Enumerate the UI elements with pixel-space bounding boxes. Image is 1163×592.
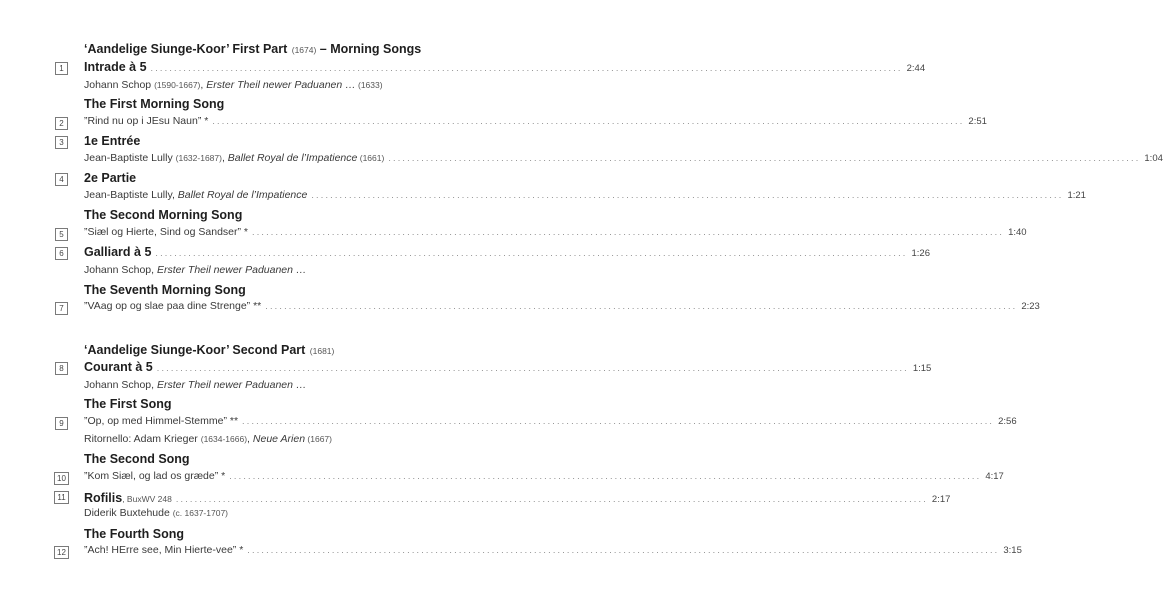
track-5-time: 1:40 xyxy=(1008,227,1027,238)
leader-dots: ................................................................................................................................................................ xyxy=(155,248,908,258)
track-11-catalogue: , BuxWV 248 xyxy=(122,494,172,504)
track-5-text: ”Siæl og Hierte, Sind og Sandser” * xyxy=(84,226,248,238)
track-number-11: 11 xyxy=(54,491,69,504)
track-10-time: 4:17 xyxy=(985,471,1004,482)
leader-dots: ................................................................................................................................................................ xyxy=(242,416,995,426)
work-year: (1667) xyxy=(305,434,332,444)
track-6-row xyxy=(84,245,930,261)
track-number-12: 12 xyxy=(54,546,69,559)
track-9-ritornello: Ritornello: Adam Krieger (1634-1666), Neue Arien (1667) xyxy=(84,433,332,445)
track-9-text: ”Op, op med Himmel-Stemme” ** xyxy=(84,415,239,427)
track-number-1: 1 xyxy=(55,62,68,75)
track-8-row xyxy=(84,360,932,376)
work-title: Erster Theil newer Paduanen … xyxy=(156,264,307,276)
track-2-row xyxy=(84,115,987,131)
leader-dots: ................................................................................................................................................................ xyxy=(212,116,965,126)
work-year: (1661) xyxy=(357,153,385,163)
part2-year: (1681) xyxy=(309,346,335,356)
track-8-title: Courant à 5 xyxy=(84,360,153,374)
track-11-credit xyxy=(84,507,560,523)
leader-dots: ................................................................................................................................................................ xyxy=(311,190,1064,200)
track-1-row xyxy=(84,60,926,76)
track-6-title: Galliard à 5 xyxy=(84,245,152,259)
track-number-7: 7 xyxy=(55,302,68,315)
composer: Jean-Baptiste Lully xyxy=(84,152,176,164)
track-5-heading: The Second Morning Song xyxy=(84,208,243,222)
track-number-5: 5 xyxy=(55,228,68,241)
track-9-row xyxy=(84,415,1017,431)
track-10-heading: The Second Song xyxy=(84,452,190,466)
track-12-row xyxy=(84,544,1022,560)
track-3-credit: Jean-Baptiste Lully (1632-1687), Ballet Royal de l’Impatience (1661) ................................................................................................................................................................ 1:04 xyxy=(84,152,1163,164)
track-12-time: 3:15 xyxy=(1003,545,1022,556)
track-8-credit xyxy=(84,379,560,395)
track-10-text: ”Kom Siæl, og lad os græde” * xyxy=(84,470,226,482)
leader-dots: ................................................................................................................................................................ xyxy=(150,63,903,73)
track-9-heading: The First Song xyxy=(84,397,172,411)
track-2-text: ”Rind nu op i JEsu Naun” * xyxy=(84,115,209,127)
track-12-text: ”Ach! HErre see, Min Hierte-vee” * xyxy=(84,544,244,556)
track-6-time: 1:26 xyxy=(911,248,930,259)
track-11-row xyxy=(84,489,951,505)
track-number-10: 10 xyxy=(54,472,69,485)
track-10-row xyxy=(84,470,1004,486)
work-title: Ballet Royal de l’Impatience xyxy=(177,189,308,201)
composer-dates: (1634-1666) xyxy=(200,434,248,444)
track-9-time: 2:56 xyxy=(998,416,1017,427)
composer-dates: (1632-1687) xyxy=(175,153,222,163)
part2-heading xyxy=(84,341,560,357)
track-5-row xyxy=(84,226,1027,242)
composer: Johann Schop, xyxy=(84,379,157,391)
track-7-time: 2:23 xyxy=(1021,301,1040,312)
track-3-time: 1:04 xyxy=(1144,153,1163,164)
composer: Jean-Baptiste Lully, xyxy=(84,189,178,201)
leader-dots: ................................................................................................................................................................ xyxy=(229,471,982,481)
track-1-time: 2:44 xyxy=(906,63,926,74)
work-title: Erster Theil newer Paduanen … xyxy=(206,79,356,91)
track-11-time: 2:17 xyxy=(931,494,951,505)
composer: Johann Schop, xyxy=(84,264,157,276)
work-title: Erster Theil newer Paduanen … xyxy=(156,379,307,391)
leader-dots: ................................................................................................................................................................ xyxy=(388,153,1141,163)
composer: Johann Schop xyxy=(84,79,155,91)
track-7-text: ”VAag op og slae paa dine Strenge” ** xyxy=(84,300,262,312)
work-title: Neue Arien xyxy=(252,433,306,445)
part2-title: ‘Aandelige Siunge-Koor’ Second Part xyxy=(84,343,306,357)
track-12-heading: The Fourth Song xyxy=(84,527,184,541)
composer: Diderik Buxtehude xyxy=(84,507,173,519)
track-1-credit: Johann Schop (1590-1667), Erster Theil newer Paduanen … (1633) xyxy=(84,79,383,91)
track-number-4: 4 xyxy=(55,173,68,186)
track-7-heading: The Seventh Morning Song xyxy=(84,283,246,297)
composer-dates: (c. 1637-1707) xyxy=(172,508,229,518)
part1-year: (1674) xyxy=(291,45,317,55)
track-4-title: 2e Partie xyxy=(84,171,137,185)
track-4-time: 1:21 xyxy=(1067,190,1086,201)
part1-heading xyxy=(84,40,560,56)
track-3-title: 1e Entrée xyxy=(84,134,141,148)
track-number-8: 8 xyxy=(55,362,68,375)
leader-dots: ................................................................................................................................................................ xyxy=(247,545,1000,555)
leader-dots: ................................................................................................................................................................ xyxy=(252,227,1005,237)
track-4-credit xyxy=(84,189,1086,205)
part1-suffix: – Morning Songs xyxy=(316,42,422,56)
track-7-row xyxy=(84,300,1040,316)
track-number-6: 6 xyxy=(55,247,68,260)
work-year: (1633) xyxy=(355,80,383,90)
track-6-credit xyxy=(84,264,560,280)
work-title: Ballet Royal de l’Impatience xyxy=(227,152,358,164)
track-number-3: 3 xyxy=(55,136,68,149)
leader-dots: ................................................................................................................................................................ xyxy=(175,494,928,504)
ritornello-composer: Ritornello: Adam Krieger xyxy=(84,433,201,445)
track-8-time: 1:15 xyxy=(912,363,932,374)
part1-title: ‘Aandelige Siunge-Koor’ First Part xyxy=(84,42,288,56)
leader-dots: ................................................................................................................................................................ xyxy=(265,301,1018,311)
track-number-9: 9 xyxy=(55,417,68,430)
track-2-heading: The First Morning Song xyxy=(84,97,225,111)
leader-dots: ................................................................................................................................................................ xyxy=(156,363,909,373)
track-1-title: Intrade à 5 xyxy=(84,60,147,74)
track-number-2: 2 xyxy=(55,117,68,130)
track-11-title: Rofilis xyxy=(84,491,123,505)
composer-dates: (1590-1667) xyxy=(154,80,201,90)
track-2-time: 2:51 xyxy=(968,116,987,127)
